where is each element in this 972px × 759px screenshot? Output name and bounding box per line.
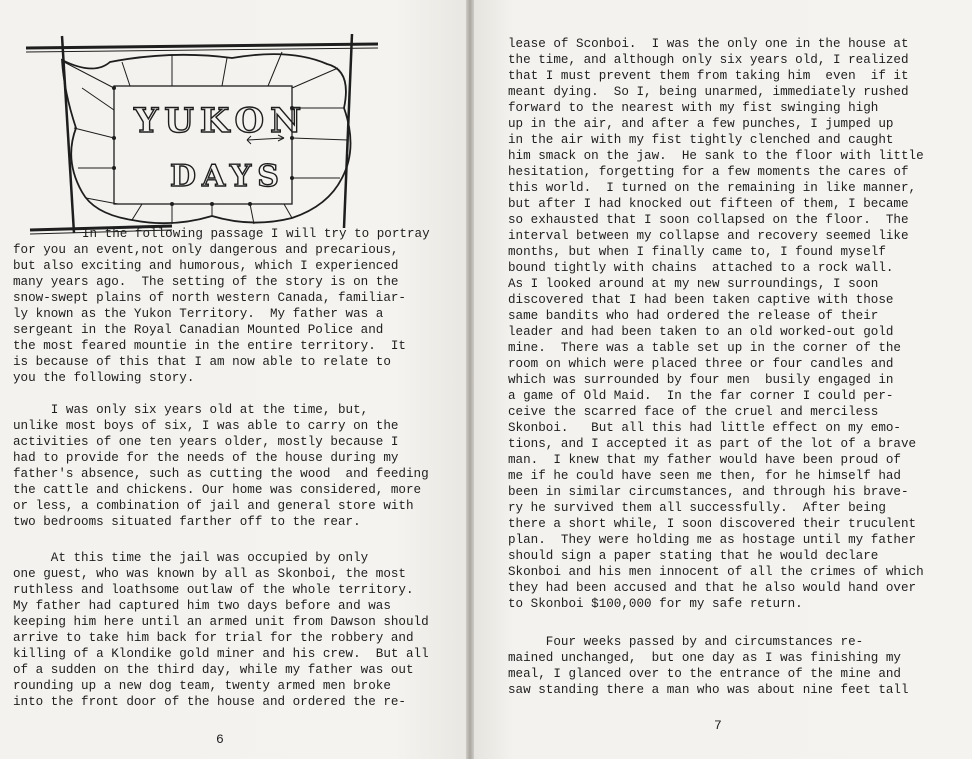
text-line: him smack on the jaw. He sank to the floor with little (508, 149, 924, 163)
text-line: they had been accused and that he also would hand over (508, 581, 917, 595)
page-number-right: 7 (714, 718, 722, 733)
text-line: mine. There was a table set up in the corner of the (508, 341, 901, 355)
text-line: interval between my collapse and recovery seemed like (508, 229, 909, 243)
text-line: many years ago. The setting of the story is on the (13, 275, 399, 289)
text-line: My father had captured him two days before and was (13, 599, 391, 613)
text-line: saw standing there a man who was about nine feet tall (508, 683, 909, 697)
text-line: ry he survived them all successfully. After being (508, 501, 886, 515)
text-line: to Skonboi $100,000 for my safe return. (508, 597, 803, 611)
text-line: a game of Old Maid. In the far corner I could per- (508, 389, 894, 403)
text-line: mained unchanged, but one day as I was finishing my (508, 651, 901, 665)
text-line: Skonboi. But all this had little effect on my emo- (508, 421, 901, 435)
text-line: arrive to take him back for trial for the robbery and (13, 631, 414, 645)
text-line: sergeant in the Royal Canadian Mounted Police and (13, 323, 384, 337)
text-line: snow-swept plains of north western Canada, familiar- (13, 291, 406, 305)
text-line: so exhausted that I soon collapsed on the floor. The (508, 213, 909, 227)
text-line: there a short while, I soon discovered their truculent (508, 517, 917, 531)
text-line: one guest, who was known by all as Skonboi, the most (13, 567, 406, 581)
text-line: bound tightly with chains attached to a rock wall. (508, 261, 894, 275)
text-line: this world. I turned on the remaining in like manner, (508, 181, 917, 195)
text-line: forward to the nearest with my fist swinging high (508, 101, 879, 115)
text-line: meant dying. So I, being unarmed, immediately rushed (508, 85, 909, 99)
text-line: As I looked around at my new surroundings, I soon (508, 277, 879, 291)
text-line: I was only six years old at the time, but, (13, 403, 369, 417)
text-line: Skonboi and his men innocent of all the crimes of which (508, 565, 924, 579)
text-line: which was surrounded by four men busily engaged in (508, 373, 894, 387)
text-line: keeping him here until an armed unit from Dawson should (13, 615, 429, 629)
text-line: plan. They were holding me as hostage until my father (508, 533, 917, 547)
text-line: man. I knew that my father would have been proud of (508, 453, 901, 467)
text-line: or less, a combination of jail and general store with (13, 499, 414, 513)
text-line: into the front door of the house and ordered the re- (13, 695, 406, 709)
text-line: killing of a Klondike gold miner and his crew. But all (13, 647, 429, 661)
text-line: leader and had been taken to an old worked-out gold (508, 325, 894, 339)
text-line: had to provide for the needs of the house during my (13, 451, 399, 465)
text-line: but after I had knocked out fifteen of them, I became (508, 197, 909, 211)
title-word-days: DAYS (170, 159, 285, 194)
text-line: hesitation, forgetting for a few moments the cares of (508, 165, 909, 179)
text-line: unlike most boys of six, I was able to carry on the (13, 419, 399, 433)
text-line: lease of Sconboi. I was the only one in the house at (508, 37, 909, 51)
text-line: of a sudden on the third day, while my father was out (13, 663, 414, 677)
text-line: two bedrooms situated farther off to the rear. (13, 515, 361, 529)
text-line: should sign a paper stating that he would declare (508, 549, 879, 563)
right-page (474, 0, 972, 759)
text-line: for you an event,not only dangerous and precarious, (13, 243, 399, 257)
text-line: same bandits who had ordered the release of their (508, 309, 879, 323)
text-line: the cattle and chickens. Our home was considered, more (13, 483, 422, 497)
text-line: is because of this that I am now able to relate to (13, 355, 391, 369)
text-line: Four weeks passed by and circumstances re- (508, 635, 864, 649)
text-line: ceive the scarred face of the cruel and merciless (508, 405, 879, 419)
left-page (0, 0, 466, 759)
text-line: discovered that I had been taken captive with those (508, 293, 894, 307)
text-line: me if he could have seen me then, for he himself had (508, 469, 901, 483)
yukon-days-hide-illustration (22, 28, 384, 238)
text-line: but also exciting and humorous, which I experienced (13, 259, 399, 273)
text-line: up in the air, and after a few punches, I jumped up (508, 117, 894, 131)
text-line: the most feared mountie in the entire territory. It (13, 339, 406, 353)
text-line: in the air with my fist tightly clenched and caught (508, 133, 894, 147)
page-number-left: 6 (216, 732, 224, 747)
text-line: you the following story. (13, 371, 195, 385)
title-word-yukon: YUKON (134, 101, 308, 141)
text-line: ruthless and loathsome outlaw of the whole territory. (13, 583, 414, 597)
text-line: tions, and I accepted it as part of the lot of a brave (508, 437, 917, 451)
text-line: that I must prevent them from taking him even if it (508, 69, 909, 83)
text-line: been in similar circumstances, and through his brave- (508, 485, 909, 499)
text-line: months, but when I finally came to, I found myself (508, 245, 886, 259)
text-line: rounding up a new dog team, twenty armed men broke (13, 679, 391, 693)
text-line: At this time the jail was occupied by only (13, 551, 369, 565)
text-line: meal, I glanced over to the entrance of the mine and (508, 667, 901, 681)
book-gutter (466, 0, 474, 759)
text-line: In the following passage I will try to portray (82, 227, 430, 241)
text-line: room on which were placed three or four candles and (508, 357, 894, 371)
text-line: the time, and although only six years old, I realized (508, 53, 909, 67)
text-line: ly known as the Yukon Territory. My father was a (13, 307, 384, 321)
text-line: activities of one ten years older, mostly because I (13, 435, 399, 449)
text-line: father's absence, such as cutting the wood and feeding (13, 467, 429, 481)
